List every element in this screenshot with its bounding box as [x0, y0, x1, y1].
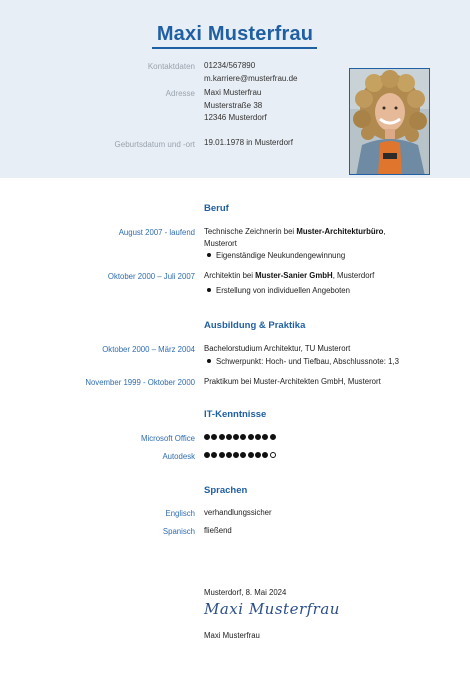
name-underline: [152, 47, 317, 49]
address-block: [204, 87, 267, 125]
job-1-location: Musterort: [204, 239, 237, 248]
job-2-post: , Musterdorf: [332, 271, 375, 280]
job-2-bullet: Erstellung von individuellen Angeboten: [207, 286, 350, 295]
language-2-level: fließend: [204, 526, 232, 535]
rating-dot-filled: [240, 434, 246, 440]
rating-dot-filled: [226, 434, 232, 440]
skill-2-name: Autodesk: [162, 452, 195, 461]
rating-dot-filled: [226, 452, 232, 458]
job-2-role: Architektin bei: [204, 271, 256, 280]
contact-label: Kontaktdaten: [147, 62, 195, 71]
address-label: Adresse: [165, 89, 195, 98]
edu-2-date: November 1999 - Oktober 2000: [85, 378, 195, 387]
job-2-employer: Muster-Sanier GmbH: [255, 271, 333, 280]
rating-dot-filled: [248, 452, 254, 458]
edu-1-bullet: Schwerpunkt: Hoch- und Tiefbau, Abschlussnote: 1,3: [207, 357, 399, 366]
rating-dot-filled: [240, 452, 246, 458]
language-1-level: verhandlungssicher: [204, 508, 272, 517]
applicant-name: Maxi Musterfrau: [156, 23, 314, 45]
rating-dot-filled: [211, 452, 217, 458]
birth-label: Geburtsdatum und -ort: [114, 140, 195, 149]
skill-2-rating: [204, 452, 276, 458]
rating-dot-filled: [262, 452, 268, 458]
skill-1-name: Microsoft Office: [140, 434, 195, 443]
job-1-line1: [204, 226, 386, 238]
section-title-ausbildung: Ausbildung & Praktika: [204, 320, 306, 331]
job-1-role: Technische Zeichnerin bei: [204, 227, 297, 236]
rating-dot-filled: [204, 452, 210, 458]
rating-dot-filled: [262, 434, 268, 440]
job-2-description: [204, 270, 374, 282]
contact-block: [204, 60, 297, 85]
rating-dot-filled: [270, 434, 276, 440]
birth-value: 19.01.1978 in Musterdorf: [204, 138, 293, 147]
job-1-employer: Muster-Architekturbüro: [296, 227, 384, 236]
portrait-photo: [349, 68, 430, 175]
rating-dot-filled: [233, 434, 239, 440]
language-1-name: Englisch: [165, 509, 195, 518]
section-title-beruf: Beruf: [204, 203, 229, 214]
rating-dot-filled: [255, 434, 261, 440]
language-2-name: Spanisch: [162, 527, 195, 536]
section-title-it: IT-Kenntnisse: [204, 409, 267, 420]
skill-1-rating: [204, 434, 276, 440]
job-1-description: [204, 226, 386, 250]
edu-1-date: Oktober 2000 – März 2004: [102, 345, 195, 354]
rating-dot-filled: [219, 434, 225, 440]
phone-number: 01234/567890: [204, 61, 256, 70]
rating-dot-filled: [255, 452, 261, 458]
address-street: Musterstraße 38: [204, 100, 263, 110]
section-title-sprachen: Sprachen: [204, 485, 248, 496]
job-2-date: Oktober 2000 – Juli 2007: [107, 272, 195, 281]
place-date: Musterdorf, 8. Mai 2024: [204, 588, 287, 597]
email-address: m.karriere@musterfrau.de: [204, 73, 298, 83]
job-2-line1: [204, 270, 374, 282]
address-name: Maxi Musterfrau: [204, 88, 262, 97]
rating-dot-filled: [219, 452, 225, 458]
rating-dot-filled: [204, 434, 210, 440]
job-1-date: August 2007 - laufend: [118, 228, 195, 237]
rating-dot-filled: [233, 452, 239, 458]
rating-dot-filled: [248, 434, 254, 440]
portrait-illustration: [350, 69, 430, 175]
signature: Maxi Musterfrau: [204, 600, 340, 618]
address-city: 12346 Musterdorf: [204, 113, 267, 122]
edu-2-text: Praktikum bei Muster-Architekten GmbH, Musterort: [204, 377, 381, 386]
job-1-post: ,: [383, 227, 386, 236]
signed-name: Maxi Musterfrau: [204, 631, 260, 640]
job-1-bullet: Eigenständige Neukundengewinnung: [207, 251, 345, 260]
edu-1-text: Bachelorstudium Architektur, TU Musterort: [204, 344, 351, 353]
rating-dot-empty: [270, 452, 276, 458]
rating-dot-filled: [211, 434, 217, 440]
